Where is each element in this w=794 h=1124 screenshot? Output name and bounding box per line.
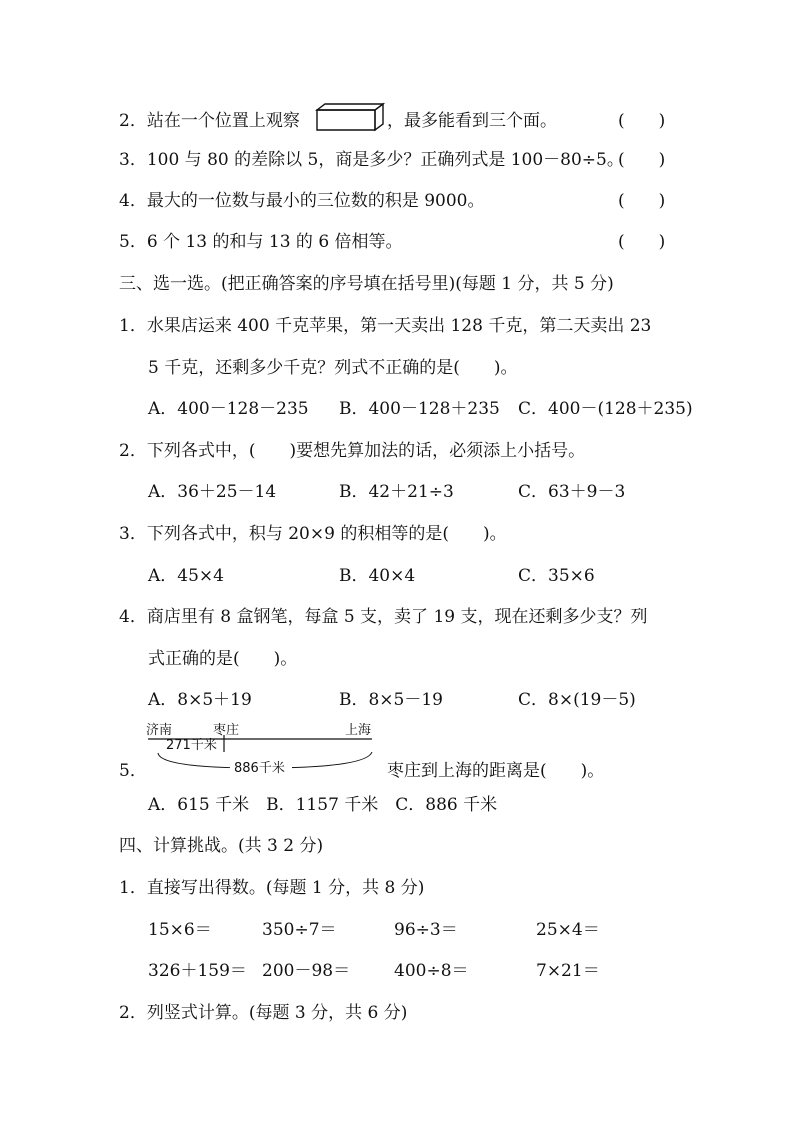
s4-q2-text: 2．列竖式计算。(每题 3 分，共 6 分) xyxy=(119,1003,408,1023)
s3-q2-option-a[interactable]: A．36＋25－14 xyxy=(148,482,277,502)
s3-q4-option-b[interactable]: B．8×5－19 xyxy=(339,690,444,710)
s3-q3-text: 3．下列各式中，积与 20×9 的积相等的是( )。 xyxy=(119,524,507,544)
city-shanghai-label: 上海 xyxy=(345,723,372,738)
s3-q4-option-a[interactable]: A．8×5＋19 xyxy=(148,690,252,710)
s3-q1-line2: 5 千克，还剩多少千克？列式不正确的是( )。 xyxy=(148,358,518,378)
calc-item[interactable]: 96÷3＝ xyxy=(394,920,458,940)
s3-q5-question: 枣庄到上海的距离是( )。 xyxy=(387,761,605,781)
distance-diagram xyxy=(140,716,380,778)
s3-q3-option-a[interactable]: A．45×4 xyxy=(148,566,224,586)
city-jinan-label: 济南 xyxy=(146,723,173,738)
s3-q3-option-b[interactable]: B．40×4 xyxy=(339,566,416,586)
s3-q2-option-c[interactable]: C．63＋9－3 xyxy=(518,482,626,502)
s3-q1-line1: 1．水果店运来 400 千克苹果，第一天卖出 128 千克，第二天卖出 23 xyxy=(119,316,652,336)
section3-heading: 三、选一选。(把正确答案的序号填在括号里)(每题 1 分，共 5 分) xyxy=(119,274,614,294)
calc-item[interactable]: 400÷8＝ xyxy=(394,961,469,981)
judge-q3-answer-blank[interactable]: ( ) xyxy=(618,150,666,170)
calc-item[interactable]: 326＋159＝ xyxy=(148,961,247,981)
city-zaozhuang-label: 枣庄 xyxy=(213,723,240,738)
judge-q5-answer-blank[interactable]: ( ) xyxy=(618,232,666,252)
s3-q2-text: 2．下列各式中，( )要想先算加法的话，必须添上小括号。 xyxy=(119,441,586,461)
judge-q3-text: 3．100 与 80 的差除以 5，商是多少？正确列式是 100－80÷5。 xyxy=(119,150,624,170)
section4-heading: 四、计算挑战。(共 3 2 分) xyxy=(119,836,324,856)
judge-q2-after: ，最多能看到三个面。 xyxy=(387,111,557,131)
judge-q2-before: 2．站在一个位置上观察 xyxy=(119,111,300,131)
calc-item[interactable]: 200－98＝ xyxy=(262,961,351,981)
s3-q3-option-c[interactable]: C．35×6 xyxy=(518,566,595,586)
s3-q4-line2: 式正确的是( )。 xyxy=(148,649,298,669)
cuboid-icon xyxy=(313,102,385,132)
calc-item[interactable]: 7×21＝ xyxy=(536,961,600,981)
distance-total-label: 886千米 xyxy=(234,761,285,776)
s3-q1-option-b[interactable]: B．400－128＋235 xyxy=(339,399,500,419)
judge-q4-text: 4．最大的一位数与最小的三位数的积是 9000。 xyxy=(119,191,485,211)
judge-q2-answer-blank[interactable]: ( ) xyxy=(618,111,666,131)
calc-item[interactable]: 15×6＝ xyxy=(148,920,212,940)
judge-q5-text: 5．6 个 13 的和与 13 的 6 倍相等。 xyxy=(119,232,403,252)
s3-q5-options[interactable]: A．615 千米 B．1157 千米 C．886 千米 xyxy=(148,795,498,815)
distance-short-label: 271千米 xyxy=(166,738,217,753)
calc-item[interactable]: 350÷7＝ xyxy=(262,920,337,940)
s3-q4-option-c[interactable]: C．8×(19－5) xyxy=(518,690,636,710)
calc-item[interactable]: 25×4＝ xyxy=(536,920,600,940)
judge-q4-answer-blank[interactable]: ( ) xyxy=(618,191,666,211)
s4-q1-text: 1．直接写出得数。(每题 1 分，共 8 分) xyxy=(119,878,425,898)
s3-q5-number: 5． xyxy=(119,761,147,781)
s3-q4-line1: 4．商店里有 8 盒钢笔，每盒 5 支，卖了 19 支，现在还剩多少支？列 xyxy=(119,607,648,627)
s3-q1-option-a[interactable]: A．400－128－235 xyxy=(148,399,309,419)
s3-q1-option-c[interactable]: C．400－(128＋235) xyxy=(518,399,693,419)
s3-q2-option-b[interactable]: B．42＋21÷3 xyxy=(339,482,454,502)
